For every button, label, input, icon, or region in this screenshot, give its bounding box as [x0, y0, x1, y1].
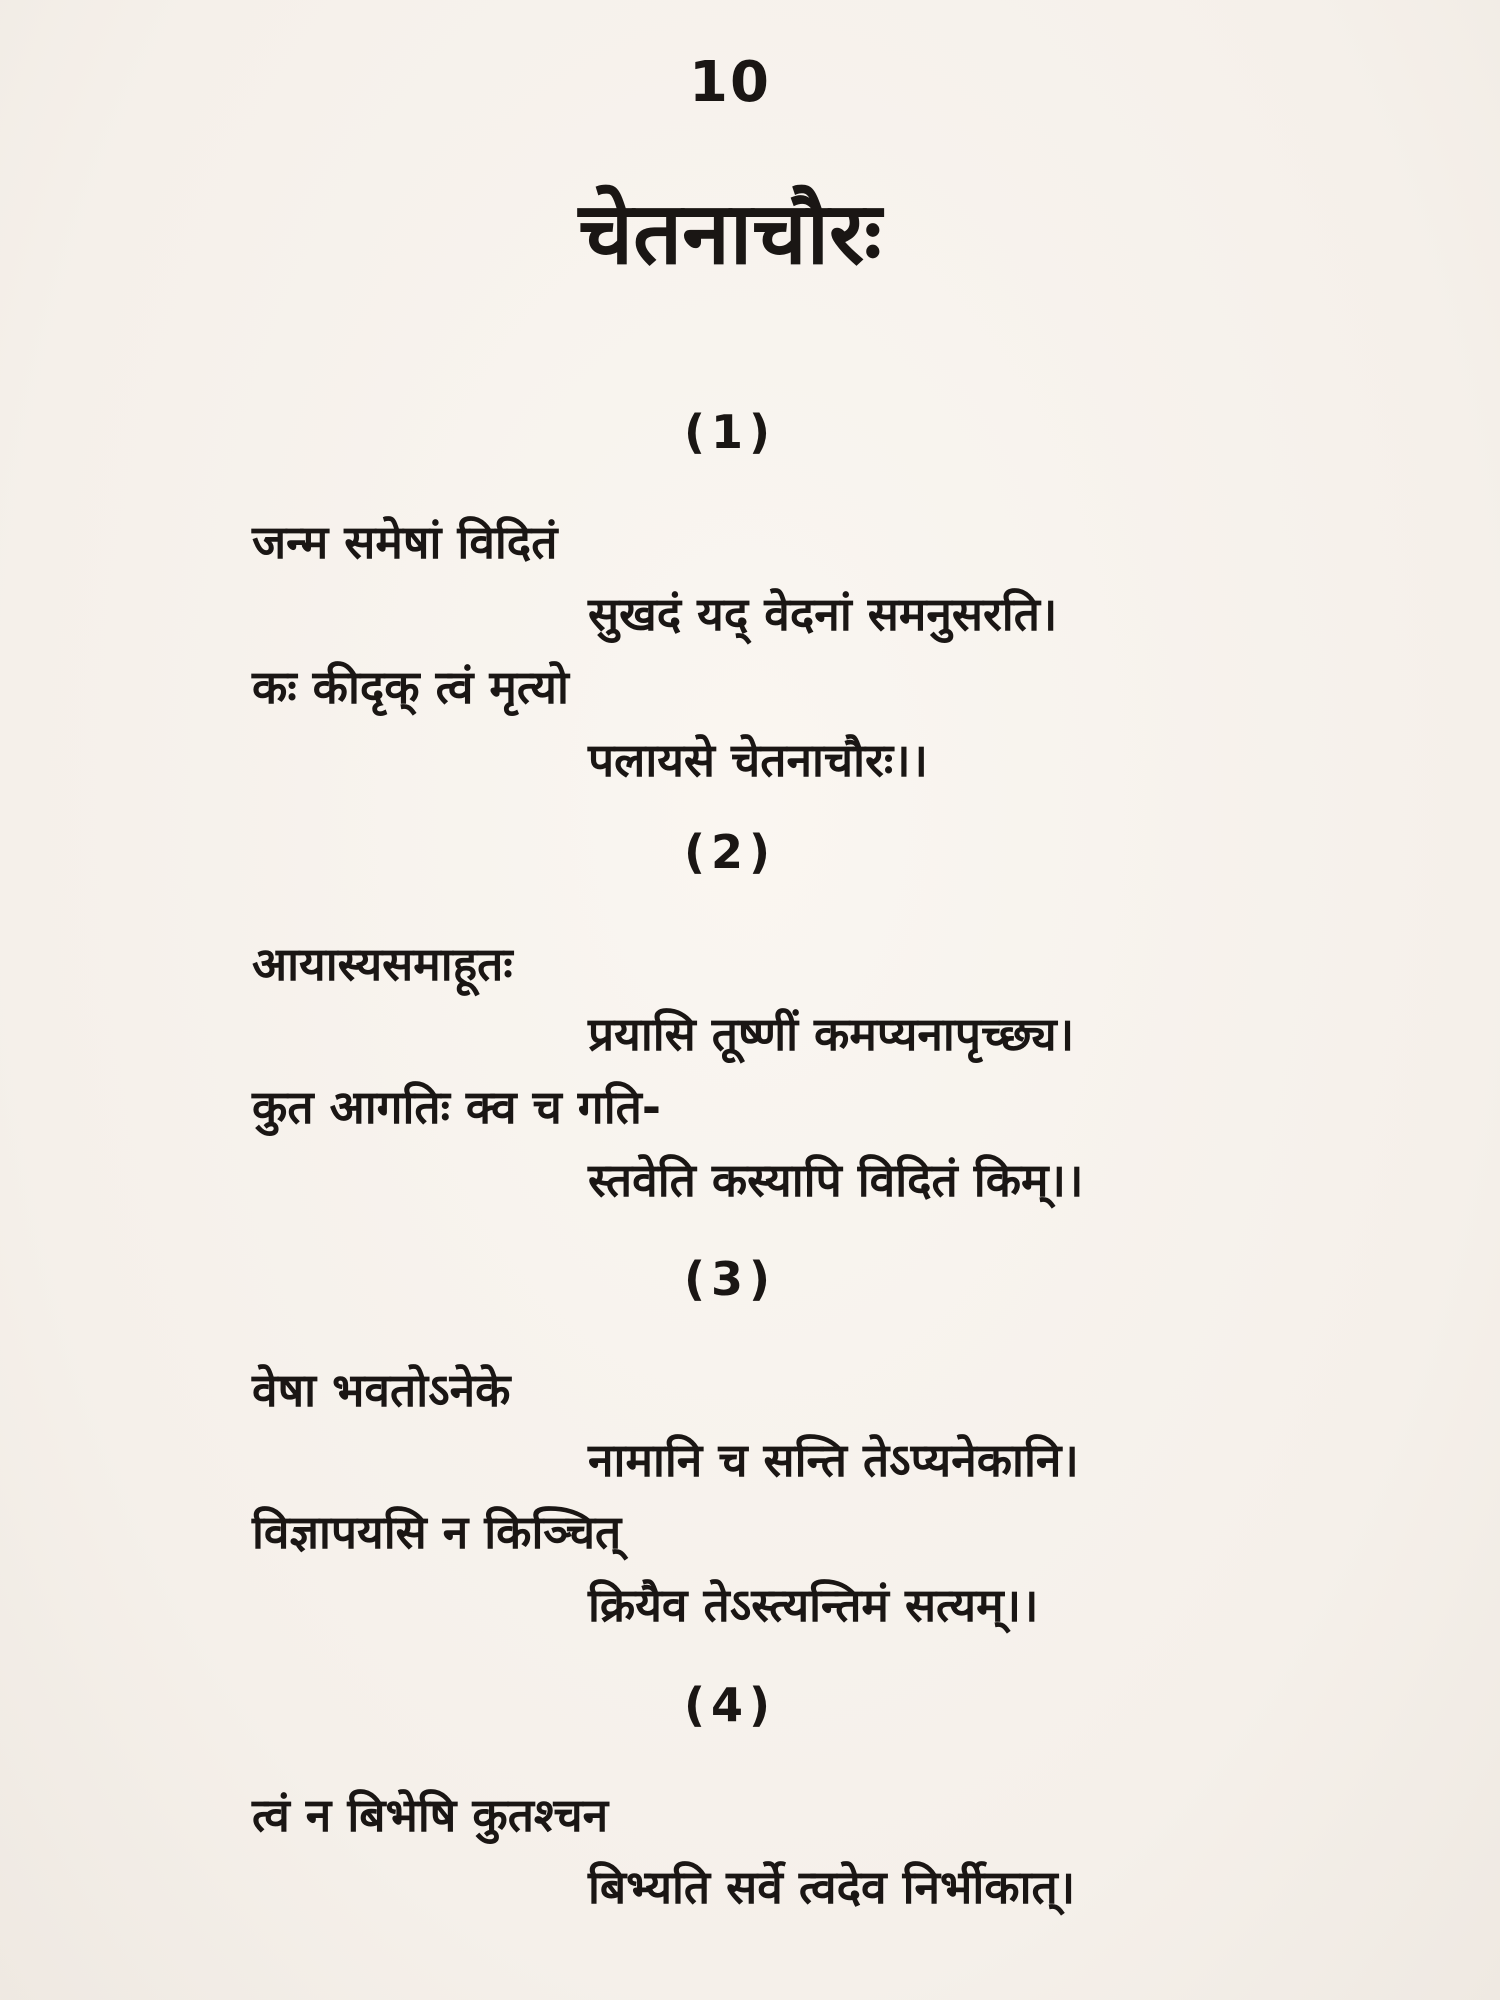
verse-2-line-1: आयास्यसमाहूतः — [252, 937, 513, 991]
verse-4-line-2: बिभ्यति सर्वे त्वदेव निर्भीकात्। — [588, 1860, 1076, 1914]
chapter-title: चेतनाचौरः — [578, 184, 882, 284]
verse-2-line-3: कुत आगतिः क्व च गति- — [252, 1080, 661, 1134]
verse-3-line-3: विज्ञापयसि न किञ्चित् — [252, 1505, 622, 1559]
verse-3-line-4: क्रियैव तेऽस्त्यन्तिमं सत्यम्।। — [588, 1578, 1039, 1632]
verse-4-line-1: त्वं न बिभेषि कुतश्चन — [252, 1788, 609, 1842]
verse-1-line-4: पलायसे चेतनाचौरः।। — [588, 733, 928, 787]
verse-2-line-4: स्तवेति कस्यापि विदितं किम्।। — [588, 1153, 1084, 1207]
verse-3-line-1: वेषा भवतोऽनेके — [252, 1363, 511, 1417]
verse-1-line-2: सुखदं यद् वेदनां समनुसरति। — [588, 587, 1058, 641]
page-number: 10 — [689, 50, 771, 115]
verse-number-1: (1) — [683, 405, 777, 459]
verse-2-line-2: प्रयासि तूष्णीं कमप्यनापृच्छ्य। — [588, 1007, 1075, 1061]
verse-1-line-1: जन्म समेषां विदितं — [252, 515, 558, 569]
verse-number-3: (3) — [683, 1252, 777, 1306]
verse-3-line-2: नामानि च सन्ति तेऽप्यनेकानि। — [588, 1433, 1079, 1487]
verse-1-line-3: कः कीदृक् त्वं मृत्यो — [252, 660, 569, 714]
verse-number-4: (4) — [683, 1678, 777, 1732]
verse-number-2: (2) — [683, 825, 777, 879]
